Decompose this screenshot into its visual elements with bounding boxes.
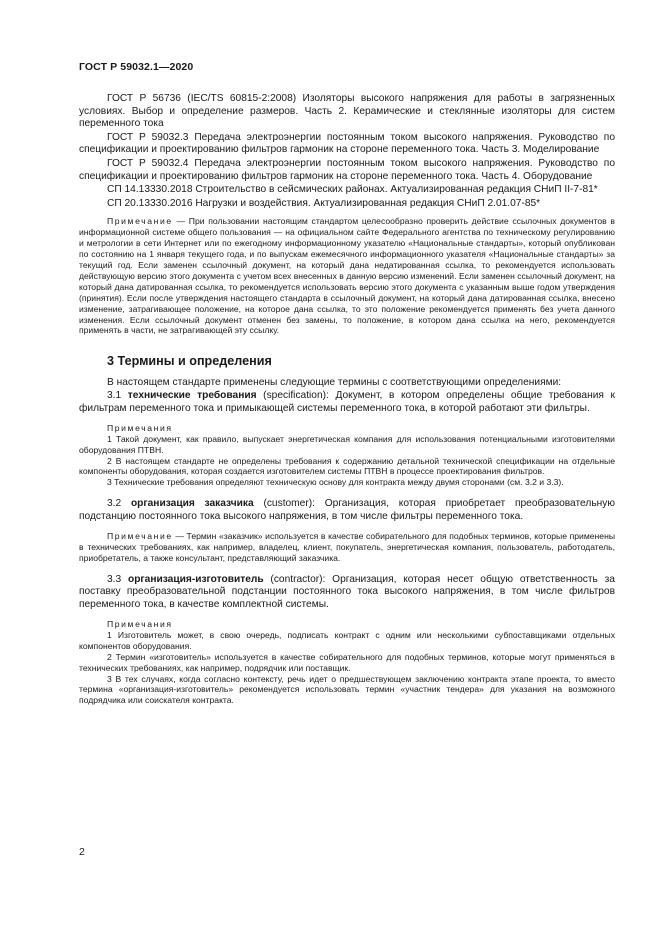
term-number: 3.1: [107, 390, 122, 402]
note-item: 3 В тех случаях, когда согласно контексту, речь идет о предшествующем заключению контракта этапе проекта, то вместо термина «организация-изготовитель» рекомендуется использовать термин «участник тендера» для указания на возможного подрядчика или соискателя контракта.: [79, 673, 615, 706]
term-definition-3-1: [79, 390, 615, 416]
term-number: 3.2: [107, 498, 122, 510]
term-name: организация заказчика: [130, 498, 254, 510]
section-title: 3 Термины и определения: [107, 354, 272, 369]
notes-title: Примечания: [107, 422, 173, 433]
term-note: [79, 531, 615, 564]
term-text: (specification): Документ, в котором определены общие требования к фильтрам переменного тока и примыкающей системы переменного тока, в которой работают эти фильтры.: [79, 390, 615, 414]
note-text: — Термин «заказчик» используется в качестве собирательного для подобных терминов, которые применены в технических требованиях, как например, владелец, клиент, покупатель, энергетическая компания, пользователь, работодатель, приобретатель, а также консультант, представляющий заказчика.: [79, 530, 615, 563]
note-text: — При пользовании настоящим стандартом целесообразно проверить действие ссылочных документов в информационной системе общего пользования — на официальном сайте Федерального агентства по техническому регулированию и метрологии в сети Интернет или по ежегодному информационному указателю «Национальные стандарты», который опубликован по состоянию на 1 января текущего года, и по выпускам ежемесячного информационного указателя «Национальные стандарты» за текущий год. Если заменен ссылочный документ, на который дана недатированная ссылка, то рекомендуется использовать действующую версию этого документа с учетом всех внесенных в данную версию изменений. Если заменен ссылочный документ, на который дана датированная ссылка, то рекомендуется использовать версию этого документа с указанным выше годом утверждения (принятия). Если после утверждения настоящего стандарта в ссылочный документ, на который дана датированная ссылка, внесено изменение, затрагивающее положение, на которое дана ссылка, то это положение рекомендуется применять без учета данного изменения. Если ссылочный документ отменен без замены, то положение, в котором дана ссылка на него, рекомендуется применять в части, не затрагивающей эту ссылку.: [79, 216, 615, 336]
term-text: (contractor): Организация, которая несет общую ответственность за поставку преобразовательной подстанции постоянного тока высокого напряжения, в том числе фильтров переменного тока, в качестве комплектной системы.: [79, 573, 615, 611]
term-name: технические требования: [127, 390, 257, 402]
reference-item: ГОСТ Р 56736 (IEC/TS 60815-2:2008) Изоляторы высокого напряжения для работы в загрязненных условиях. Выбор и определение размеров. Часть 2. Керамические и стеклянные изоляторы для систем переменного тока: [79, 93, 615, 130]
page-number: 2: [79, 846, 85, 858]
document-header: ГОСТ Р 59032.1—2020: [79, 61, 194, 73]
note-item: 1 Изготовитель может, в свою очередь, подписать контракт с одним или несколькими субпоставщиками отдельных компонентов оборудования.: [79, 629, 615, 651]
note-item: 2 В настоящем стандарте не определены требования к содержанию детальной технической спецификации на отдельные компоненты оборудования, которая создается изготовителем системы ПТВН в процессе проектирования фильтров.: [79, 455, 615, 477]
term-name: организация-изготовитель: [127, 573, 264, 585]
note-item: 2 Термин «изготовитель» используется в качестве собирательного для подобных терминов, которые могут применяться в технических требованиях, как например, подрядчик или поставщик.: [79, 651, 615, 673]
references-list: [79, 93, 615, 210]
reference-item: СП 14.13330.2018 Строительство в сейсмических районах. Актуализированная редакция СНиП II-7-81*: [107, 184, 598, 196]
term-text: (customer): Организация, которая приобретает преобразовательную подстанцию постоянного тока высокого напряжения, в том числе фильтры переменного тока.: [79, 498, 615, 523]
section-intro: В настоящем стандарте применены следующие термины с соответствующими определениями:: [107, 377, 562, 389]
notes-title: Примечания: [107, 618, 173, 629]
note-label: Примечание: [107, 216, 173, 227]
term-definition-3-3: [79, 574, 615, 612]
reference-item: ГОСТ Р 59032.3 Передача электроэнергии постоянным током высокого напряжения. Руководство по спецификации и проектированию фильтров гармоник на стороне переменного тока. Часть 3. Моделирование: [79, 131, 615, 156]
note-item: 3 Технические требования определяют техническую основу для контракта между двумя сторонами (см. 3.2 и 3.3).: [107, 477, 564, 488]
reference-item: СП 20.13330.2016 Нагрузки и воздействия. Актуализированная редакция СНиП 2.01.07-85*: [107, 197, 541, 209]
note-label: Примечание: [107, 530, 173, 541]
term-number: 3.3: [107, 573, 122, 585]
note-item: 1 Такой документ, как правило, выпускает энергетическая компания для использования потенциальными изготовителями оборудования ПТВН.: [79, 433, 615, 455]
reference-item: ГОСТ Р 59032.4 Передача электроэнергии постоянным током высокого напряжения. Руководство по спецификации и проектированию фильтров гармоник на стороне переменного тока. Часть 4. Оборудование: [79, 157, 615, 182]
term-definition-3-2: [79, 498, 615, 524]
references-note: [79, 216, 615, 336]
page-content: [79, 93, 615, 706]
